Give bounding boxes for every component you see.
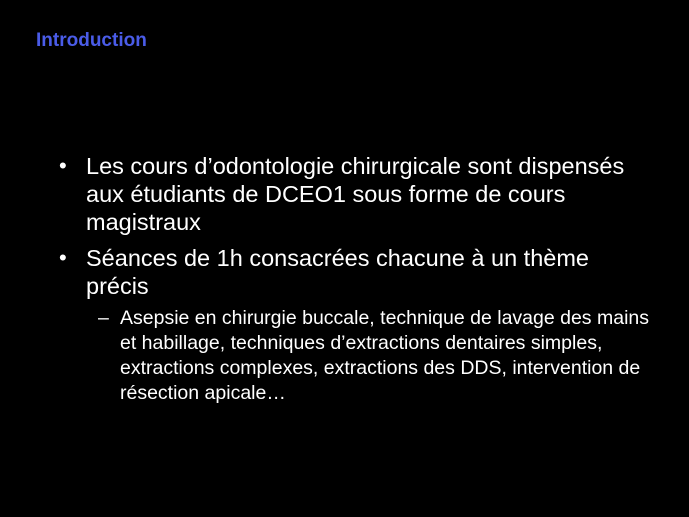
bullet-list — [56, 152, 656, 414]
bullet-item — [56, 152, 656, 236]
sub-bullet-text: Asepsie en chirurgie buccale, technique de lavage des mains et habillage, techniques d’extractions dentaires simples, extractions complexes, extractions des DDS, intervention de résection apicale… — [120, 307, 649, 404]
bullet-marker: • — [59, 245, 67, 270]
slide-title: Introduction — [36, 30, 147, 51]
bullet-marker: • — [59, 153, 67, 178]
bullet-text: Séances de 1h consacrées chacune à un thème précis — [86, 245, 589, 299]
bullet-item — [56, 244, 656, 406]
sub-bullet-marker: – — [98, 307, 109, 329]
sub-bullet-list — [86, 306, 656, 406]
bullet-text: Les cours d’odontologie chirurgicale sont dispensés aux étudiants de DCEO1 sous forme de cours magistraux — [86, 153, 625, 235]
sub-bullet-item — [90, 306, 656, 406]
